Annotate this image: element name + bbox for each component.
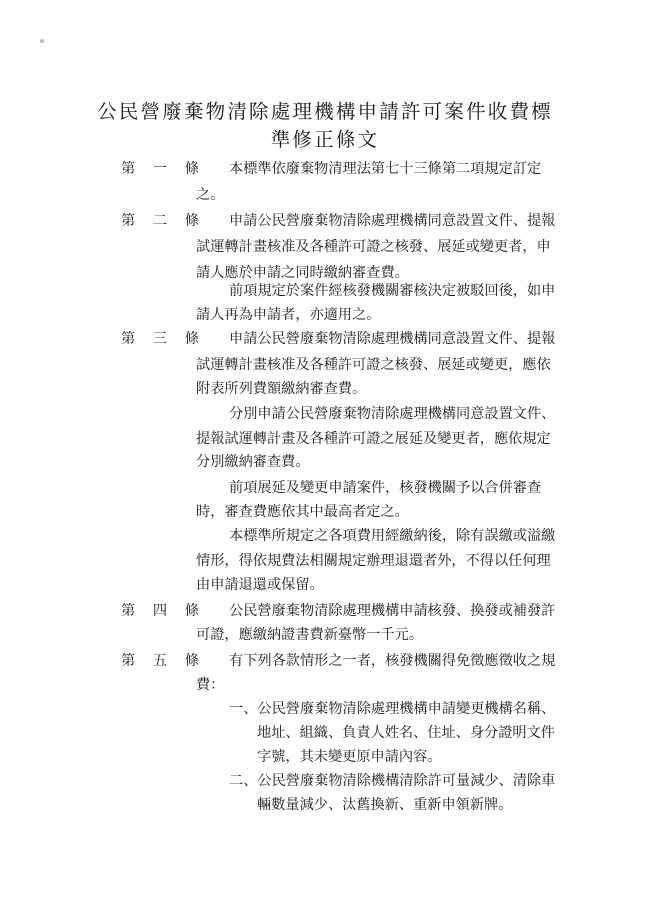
article-label-char: 一 bbox=[152, 161, 168, 177]
article-3-line-6: 分別繳納審查費。 bbox=[196, 454, 310, 470]
article-3-line-11: 由申請退還或保留。 bbox=[196, 577, 324, 593]
article-2-line-4: 前項規定於案件經核發機關審核決定被駁回後，如申 bbox=[229, 283, 556, 299]
article-3-line-1: 申請公民營廢棄物清除處理機構同意設置文件、提報 bbox=[229, 331, 556, 347]
article-label-char: 第 bbox=[121, 653, 136, 669]
article-3-line-4: 分別申請公民營廢棄物清除處理機構同意設置文件、 bbox=[229, 406, 556, 422]
article-label-char: 二 bbox=[152, 213, 168, 229]
binding-hole-mark bbox=[40, 39, 44, 43]
article-label-char: 第 bbox=[121, 213, 136, 229]
article-5-line-1: 有下列各款情形之一者，核發機關得免徵應徵收之規 bbox=[229, 653, 556, 669]
item-2-line-1: 二、公民營廢棄物清除機構清除許可量減少、清除車 bbox=[229, 773, 556, 789]
article-3-line-5: 提報試運轉計畫及各種許可證之展延及變更者，應依規定 bbox=[196, 431, 551, 447]
article-label-char: 五 bbox=[152, 653, 168, 669]
article-3-line-3: 附表所列費額繳納審查費。 bbox=[196, 381, 367, 397]
article-4-line-2: 可證，應繳納證書費新臺幣一千元。 bbox=[196, 627, 424, 643]
article-1-line-1: 本標準依廢棄物清理法第七十三條第二項規定訂定 bbox=[229, 161, 542, 177]
article-label-char: 三 bbox=[152, 331, 168, 347]
item-1-line-2: 地址、組織、負責人姓名、住址、身分證明文件 bbox=[257, 725, 555, 741]
article-label-char: 第 bbox=[121, 331, 136, 347]
article-3-line-2: 試運轉計畫核准及各種許可證之核發、展延或變更，應依 bbox=[196, 357, 551, 373]
article-3-line-7: 前項展延及變更申請案件，核發機關予以合併審查 bbox=[229, 480, 542, 496]
article-label-char: 條 bbox=[184, 161, 199, 177]
article-5-line-2: 費： bbox=[196, 677, 225, 693]
article-2-line-3: 請人應於申請之同時繳納審查費。 bbox=[196, 265, 409, 281]
article-3-line-8: 時，審查費應依其中最高者定之。 bbox=[196, 504, 409, 520]
article-2-line-2: 試運轉計畫核准及各種許可證之核發、展延或變更者，申 bbox=[196, 239, 551, 255]
item-2-line-2: 輛數量減少、汰舊換新、重新申領新牌。 bbox=[257, 797, 513, 813]
article-3-line-9: 本標準所規定之各項費用經繳納後，除有誤繳或溢繳 bbox=[229, 528, 556, 544]
article-5-label bbox=[121, 651, 199, 671]
article-label-char: 條 bbox=[184, 331, 199, 347]
article-3-label bbox=[121, 329, 199, 349]
article-1-line-2: 之。 bbox=[196, 187, 225, 203]
article-label-char: 四 bbox=[152, 603, 168, 619]
article-label-char: 條 bbox=[184, 653, 199, 669]
document-title-line-1: 公民營廢棄物清除處理機構申請許可案件收費標 bbox=[97, 100, 553, 123]
article-3-line-10: 情形，得依規費法相關規定辦理退還者外，不得以任何理 bbox=[196, 553, 551, 569]
article-2-label bbox=[121, 211, 199, 231]
document-title-line-2: 準修正條文 bbox=[270, 128, 380, 151]
article-label-char: 第 bbox=[121, 161, 136, 177]
article-label-char: 條 bbox=[184, 213, 199, 229]
article-2-line-1: 申請公民營廢棄物清除處理機構同意設置文件、提報 bbox=[229, 213, 556, 229]
article-4-label bbox=[121, 601, 199, 621]
article-label-char: 條 bbox=[184, 603, 199, 619]
item-1-line-1: 一、公民營廢棄物清除處理機構申請變更機構名稱、 bbox=[229, 701, 556, 717]
article-label-char: 第 bbox=[121, 603, 136, 619]
article-4-line-1: 公民營廢棄物清除處理機構申請核發、換發或補發許 bbox=[229, 603, 556, 619]
item-1-line-3: 字號，其未變更原申請內容。 bbox=[257, 749, 442, 765]
article-2-line-5: 請人再為申請者，亦適用之。 bbox=[196, 307, 381, 323]
article-1-label bbox=[121, 159, 199, 179]
